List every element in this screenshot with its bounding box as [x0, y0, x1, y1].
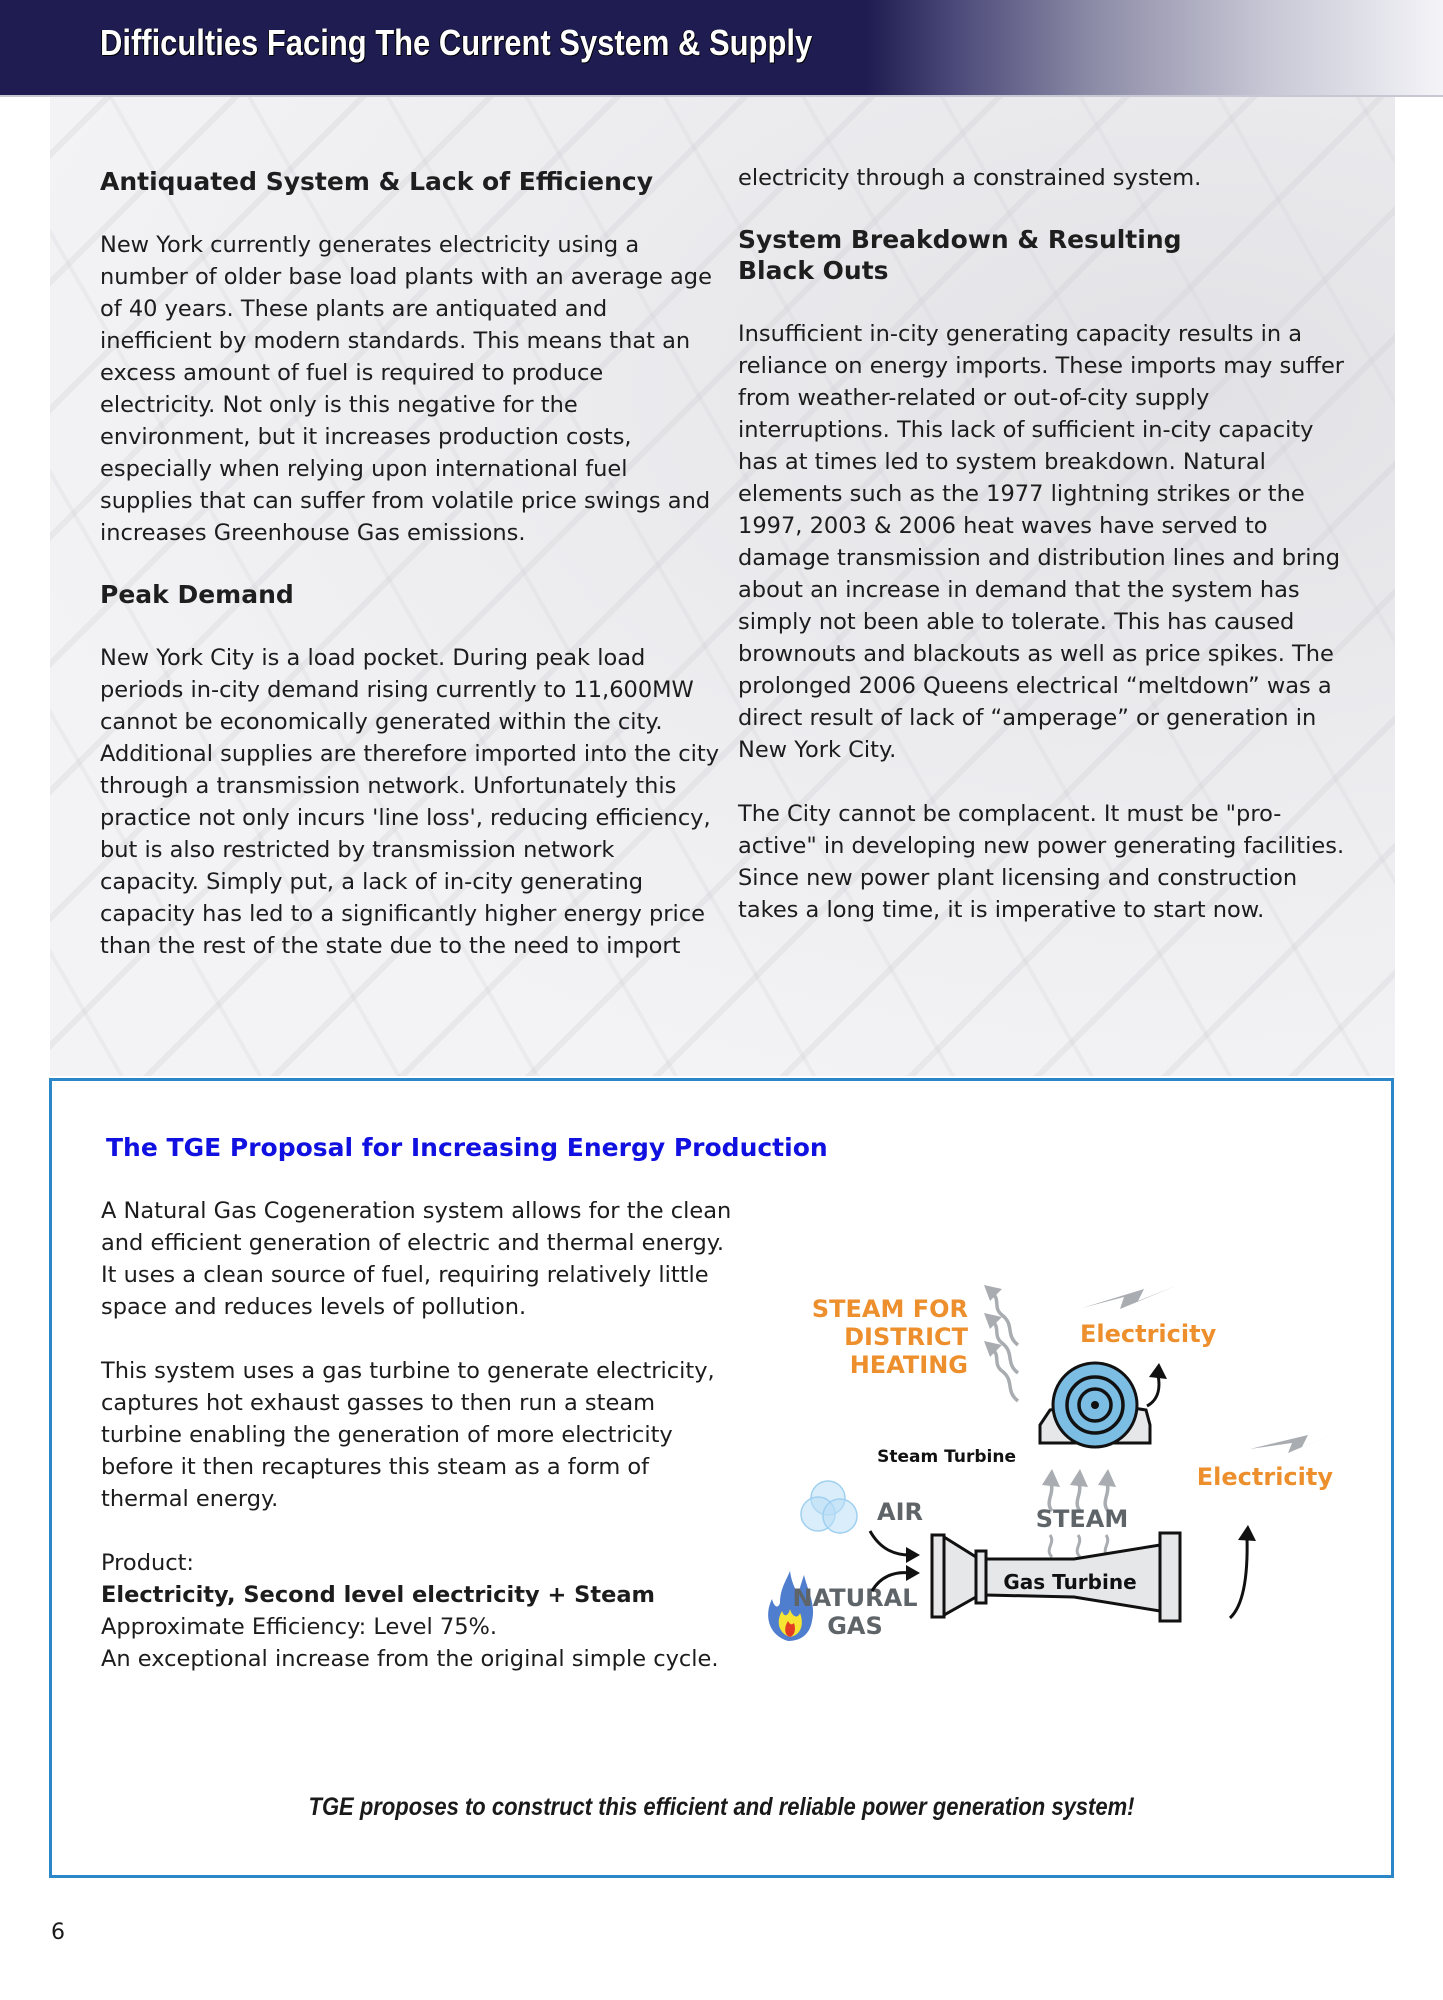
- header-bar: [0, 0, 1443, 97]
- steam-heating-label-2: DISTRICT: [844, 1323, 968, 1351]
- natural-gas-label-1: NATURAL: [792, 1584, 918, 1612]
- proposal-title: The TGE Proposal for Increasing Energy Production: [106, 1133, 828, 1162]
- product-label: Product:: [101, 1550, 195, 1576]
- section-heading-antiquated: Antiquated System & Lack of Efficiency: [100, 167, 654, 196]
- tagline: TGE proposes to construct this efficient and reliable power generation system!: [308, 1793, 1135, 1821]
- page-number: 6: [51, 1920, 65, 1945]
- gas-turbine-label: Gas Turbine: [1003, 1570, 1137, 1594]
- input-arrows-icon: [870, 1531, 920, 1591]
- cogeneration-diagram: [740, 1275, 1340, 1675]
- product-value: Electricity, Second level electricity + Steam: [101, 1582, 655, 1608]
- arrow-up-icon: [1147, 1363, 1167, 1406]
- air-bubbles-icon: [801, 1481, 857, 1533]
- section-heading-breakdown-line2: Black Outs: [738, 256, 889, 285]
- page-title: Difficulties Facing The Current System & Supply: [100, 22, 813, 63]
- steam-heating-label-3: HEATING: [849, 1351, 968, 1379]
- electricity-label-top: Electricity: [1080, 1320, 1217, 1348]
- steam-turbine-icon: [1040, 1363, 1150, 1447]
- peak-demand-continuation: electricity through a constrained system.: [738, 165, 1202, 191]
- increase-note: An exceptional increase from the original simple cycle.: [101, 1646, 719, 1672]
- air-label: AIR: [877, 1498, 923, 1526]
- proposal-para-2: This system uses a gas turbine to generate electricity, captures hot exhaust gasses to then run a steam turbine enabling the generation of more electricity before it then recaptures this steam as a form of thermal energy.: [101, 1358, 715, 1512]
- steam-label: STEAM: [1035, 1505, 1129, 1533]
- section-body-antiquated: New York currently generates electricity using a number of older base load plants with an average age of 40 years. These plants are antiquated and inefficient by modern standards. This means that an excess amount of fuel is required to produce electricity. Not only is this negative for the environment, but it increases production costs, especially when relying upon international fuel supplies that can suffer from volatile price swings and increases Greenhouse Gas emissions.: [100, 232, 712, 546]
- electricity-label-right: Electricity: [1196, 1463, 1333, 1491]
- right-column: [738, 165, 1358, 926]
- steam-heating-label-1: STEAM FOR: [811, 1295, 968, 1323]
- proposal-para-1: A Natural Gas Cogeneration system allows for the clean and efficient generation of electric and thermal energy. It uses a clean source of fuel, requiring relatively little space and reduces levels of pollution.: [101, 1198, 732, 1320]
- natural-gas-label-2: GAS: [827, 1612, 883, 1640]
- section-heading-peak-demand: Peak Demand: [100, 580, 294, 609]
- steam-turbine-label: Steam Turbine: [877, 1447, 1016, 1467]
- steam-wave-arrows-icon: [984, 1285, 1018, 1401]
- section-body-breakdown: Insufficient in-city generating capacity results in a reliance on energy imports. These imports may suffer from weather-related or out-of-city supply interruptions. This lack of sufficient in-city capacity has at times led to system breakdown. Natural elements such as the 1977 lightning strikes or the 1997, 2003 & 2006 heat waves have served to damage transmission and distribution lines and bring about an increase in demand that the system has simply not been able to tolerate. This has caused brownouts and blackouts as well as price spikes. The prolonged 2006 Queens electrical “meltdown” was a direct result of lack of “amperage” or generation in New York City.: [738, 321, 1345, 763]
- efficiency-text: Approximate Efficiency: Level 75%.: [101, 1614, 498, 1640]
- lightning-bolt-icon: [1082, 1285, 1178, 1309]
- arrow-up-right-icon: [1230, 1525, 1256, 1618]
- left-column: [100, 166, 720, 962]
- proposal-text: [101, 1195, 741, 1675]
- section-body-closing: The City cannot be complacent. It must be "pro-active" in developing new power generating facilities. Since new power plant licensing and construction takes a long time, it is imperative to start now.: [738, 801, 1345, 923]
- section-body-peak-demand: New York City is a load pocket. During peak load periods in-city demand rising currently to 11,600MW cannot be economically generated within the city. Additional supplies are therefore imported into the city through a transmission network. Unfortunately this practice not only incurs 'line loss', reducing efficiency, but is also restricted by transmission network capacity. Simply put, a lack of in-city generating capacity has led to a significantly higher energy price than the rest of the state due to the need to import: [100, 645, 720, 959]
- lightning-bolt-icon: [1250, 1431, 1340, 1453]
- section-heading-breakdown-line1: System Breakdown & Resulting: [738, 225, 1182, 254]
